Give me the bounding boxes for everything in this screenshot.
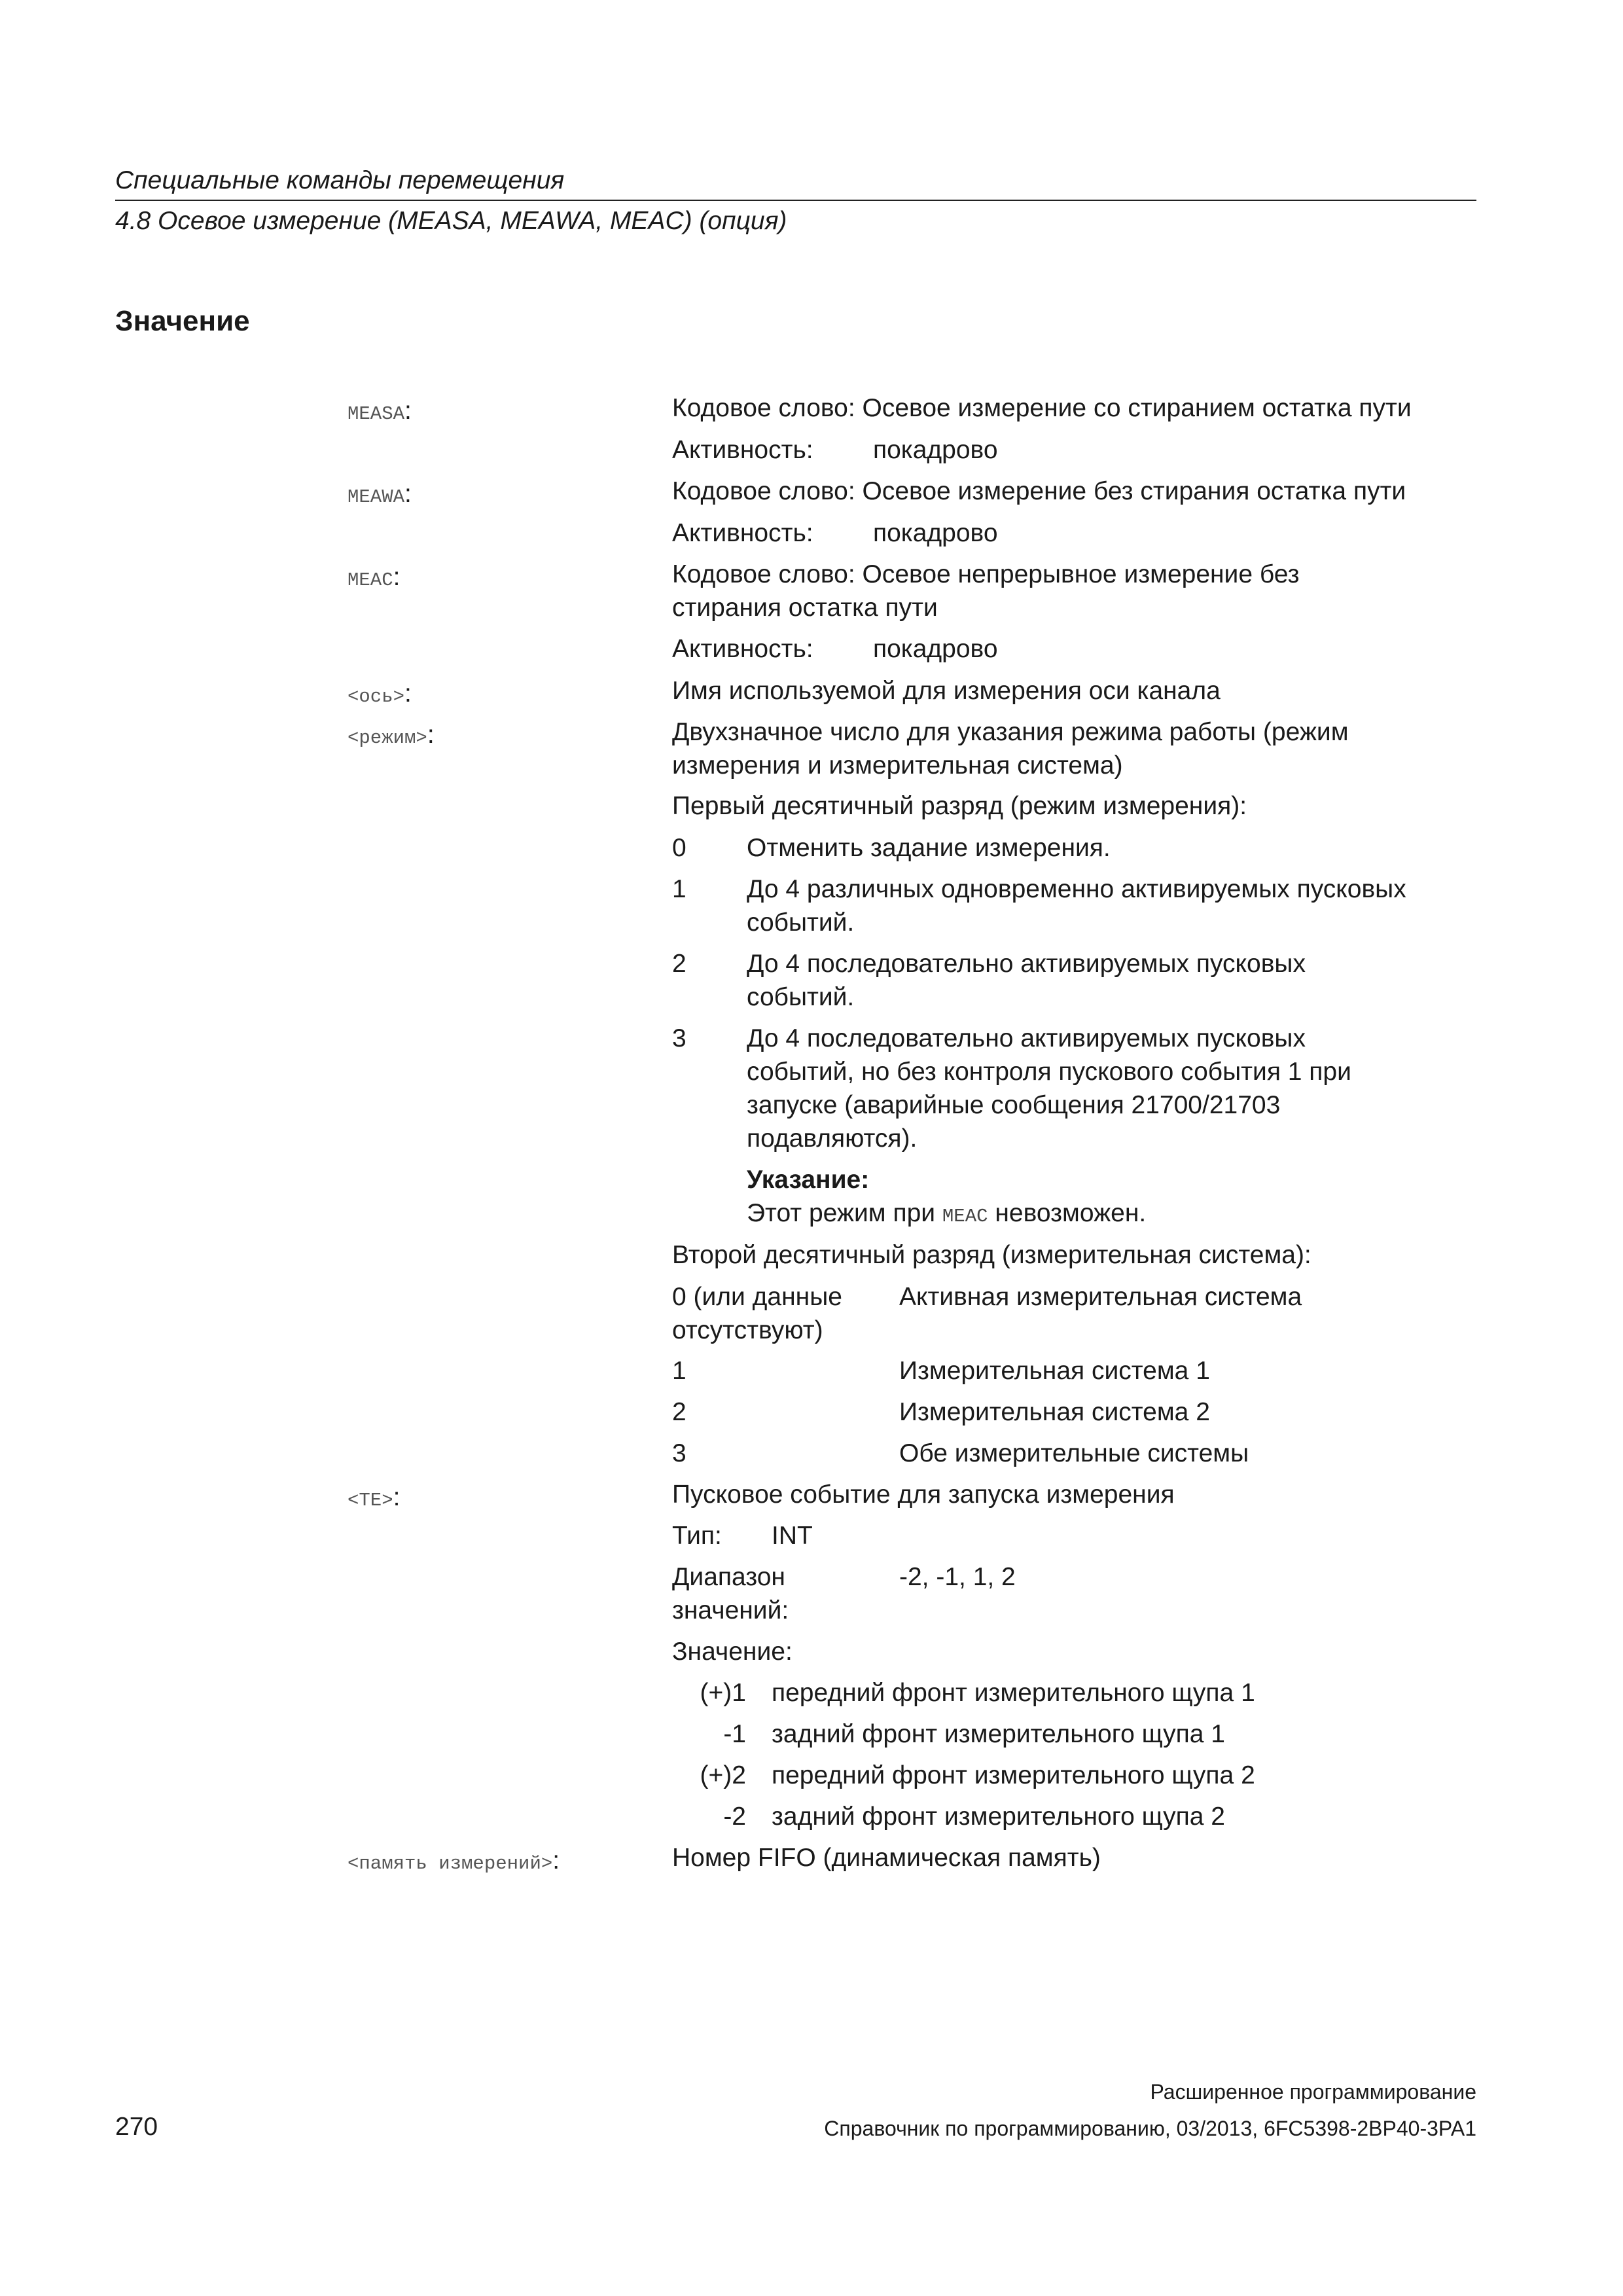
- param-mode: <режим>:: [348, 721, 435, 749]
- axis-desc: Имя используемой для измерения оси канала: [672, 677, 1221, 705]
- meac-code-line2: стирания остатка пути: [672, 594, 938, 622]
- note-text: Этот режим при MEAC невозможен.: [747, 1199, 1147, 1227]
- mode-item-text: подавляются).: [747, 1124, 918, 1153]
- measa-code: Кодовое слово: Осевое измерение со стиранием остатка пути: [672, 394, 1412, 422]
- system-item-num: 3: [672, 1439, 687, 1467]
- mode-item-num: 0: [672, 834, 687, 862]
- mode-item-text: Отменить задание измерения.: [747, 834, 1111, 862]
- mode-item-text: запуске (аварийные сообщения 21700/21703: [747, 1091, 1281, 1119]
- memory-desc: Номер FIFO (динамическая память): [672, 1844, 1101, 1872]
- param-meac: MEAC:: [348, 563, 401, 591]
- param-meawa: MEAWA:: [348, 480, 412, 508]
- te-value: (+)1: [700, 1679, 746, 1707]
- mode-item-text: событий.: [747, 908, 855, 937]
- system-item-num: 2: [672, 1398, 687, 1426]
- meawa-activity-value: покадрово: [873, 519, 998, 547]
- meaning-label: Значение:: [672, 1638, 793, 1666]
- te-desc: Пусковое событие для запуска измерения: [672, 1480, 1175, 1509]
- section-title: 4.8 Осевое измерение (MEASA, MEAWA, MEAC) (опция): [115, 207, 787, 235]
- type-value: INT: [772, 1522, 813, 1550]
- system-item-num: 1: [672, 1357, 687, 1385]
- range-value: -2, -1, 1, 2: [899, 1563, 1016, 1591]
- note-title: Указание:: [747, 1166, 870, 1194]
- param-axis: <ось>:: [348, 679, 412, 708]
- system-item-num: отсутствуют): [672, 1316, 823, 1344]
- mode-item-text: событий, но без контроля пускового события 1 при: [747, 1058, 1351, 1086]
- mode-item-text: До 4 последовательно активируемых пусковых: [747, 950, 1306, 978]
- param-te: <TE>:: [348, 1483, 401, 1511]
- measa-activity-value: покадрово: [873, 436, 998, 464]
- mode-desc-line2: измерения и измерительная система): [672, 751, 1123, 780]
- mode-item-num: 1: [672, 875, 687, 903]
- system-item-num: 0 (или данные: [672, 1283, 842, 1311]
- type-label: Тип:: [672, 1522, 722, 1550]
- footer-book-title: Расширенное программирование: [1150, 2080, 1476, 2104]
- te-value-text: передний фронт измерительного щупа 2: [772, 1761, 1255, 1789]
- range-label-line1: Диапазон: [672, 1563, 785, 1591]
- te-value-text: задний фронт измерительного щупа 2: [772, 1803, 1225, 1831]
- footer-manual-ref: Справочник по программированию, 03/2013, 6FC5398-2BP40-3PA1: [824, 2117, 1476, 2140]
- chapter-title: Специальные команды перемещения: [115, 166, 565, 194]
- measa-activity-label: Активность:: [672, 436, 813, 464]
- meawa-code: Кодовое слово: Осевое измерение без стирания остатка пути: [672, 477, 1406, 505]
- system-item-text: Измерительная система 2: [899, 1398, 1210, 1426]
- meac-code-line1: Кодовое слово: Осевое непрерывное измерение без: [672, 560, 1300, 588]
- mode-item-num: 2: [672, 950, 687, 978]
- te-value: -1: [723, 1720, 746, 1748]
- section-heading: Значение: [115, 305, 250, 337]
- meac-activity-value: покадрово: [873, 635, 998, 663]
- meac-activity-label: Активность:: [672, 635, 813, 663]
- mode-item-text: До 4 различных одновременно активируемых пусковых: [747, 875, 1406, 903]
- system-item-text: Обе измерительные системы: [899, 1439, 1249, 1467]
- first-digit-label: Первый десятичный разряд (режим измерения):: [672, 792, 1247, 820]
- te-value-text: передний фронт измерительного щупа 1: [772, 1679, 1255, 1707]
- te-value: -2: [723, 1803, 746, 1831]
- mode-desc-line1: Двухзначное число для указания режима работы (режим: [672, 718, 1349, 746]
- meawa-activity-label: Активность:: [672, 519, 813, 547]
- system-item-text: Измерительная система 1: [899, 1357, 1210, 1385]
- mode-item-text: До 4 последовательно активируемых пусковых: [747, 1024, 1306, 1052]
- param-measa: MEASA:: [348, 397, 412, 425]
- mode-item-text: событий.: [747, 983, 855, 1011]
- system-item-text: Активная измерительная система: [899, 1283, 1302, 1311]
- header-rule: [115, 200, 1476, 201]
- page-number: 270: [115, 2113, 158, 2141]
- te-value: (+)2: [700, 1761, 746, 1789]
- te-value-text: задний фронт измерительного щупа 1: [772, 1720, 1225, 1748]
- second-digit-label: Второй десятичный разряд (измерительная система):: [672, 1241, 1311, 1269]
- param-memory: <память измерений>:: [348, 1846, 560, 1874]
- mode-item-num: 3: [672, 1024, 687, 1052]
- range-label-line2: значений:: [672, 1596, 789, 1624]
